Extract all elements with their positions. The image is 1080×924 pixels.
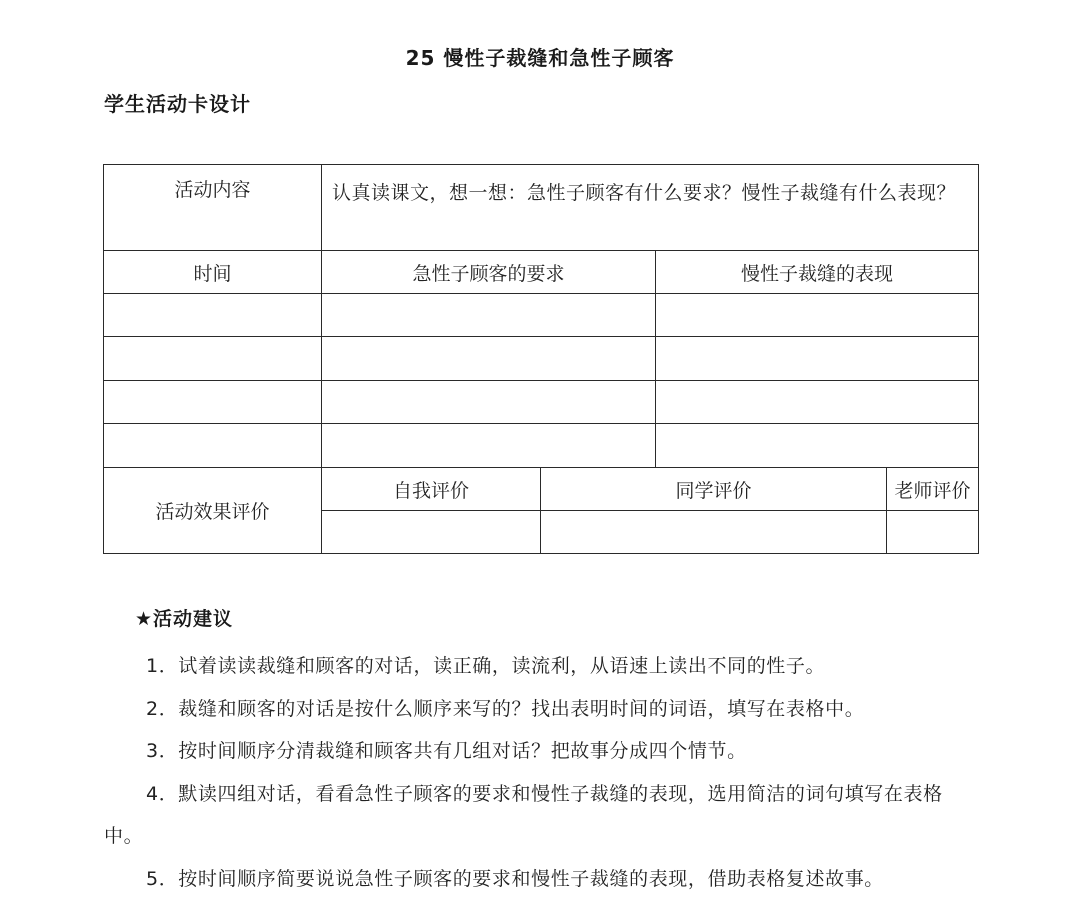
table-header-row	[104, 251, 979, 294]
suggestion-item: 5．按时间顺序简要说说急性子顾客的要求和慢性子裁缝的表现，借助表格复述故事。	[146, 867, 884, 890]
time-cell[interactable]	[104, 294, 322, 337]
tailor-behavior-cell[interactable]	[656, 337, 979, 381]
evaluation-label: 活动效果评价	[104, 468, 322, 554]
header-customer-demands: 急性子顾客的要求	[322, 251, 656, 294]
customer-demand-cell[interactable]	[322, 337, 656, 381]
customer-demand-cell[interactable]	[322, 381, 656, 424]
table-row	[104, 337, 979, 381]
suggestion-item: 1．试着读读裁缝和顾客的对话，读正确，读流利，从语速上读出不同的性子。	[146, 655, 826, 677]
time-cell[interactable]	[104, 381, 322, 424]
activity-content-text: 认真读课文，想一想：急性子顾客有什么要求？慢性子裁缝有什么表现？	[322, 165, 979, 251]
table-row	[104, 381, 979, 424]
teacher-evaluation-header: 老师评价	[887, 468, 979, 511]
customer-demand-cell[interactable]	[322, 424, 656, 468]
activity-content-label: 活动内容	[104, 165, 322, 251]
time-cell[interactable]	[104, 424, 322, 468]
table-row	[104, 294, 979, 337]
activity-content-row	[104, 165, 979, 251]
tailor-behavior-cell[interactable]	[656, 294, 979, 337]
self-evaluation-header: 自我评价	[322, 468, 541, 511]
table-row	[104, 424, 979, 468]
self-evaluation-cell[interactable]	[322, 511, 541, 554]
activity-card-table	[103, 164, 979, 554]
peer-evaluation-header: 同学评价	[541, 468, 887, 511]
suggestion-item: 4．默读四组对话，看看急性子顾客的要求和慢性子裁缝的表现，选用简洁的词句填写在表格中。	[104, 782, 943, 848]
peer-evaluation-cell[interactable]	[541, 511, 887, 554]
time-cell[interactable]	[104, 337, 322, 381]
customer-demand-cell[interactable]	[322, 294, 656, 337]
tailor-behavior-cell[interactable]	[656, 381, 979, 424]
header-time: 时间	[104, 251, 322, 294]
suggestion-item: 2．裁缝和顾客的对话是按什么顺序来写的？找出表明时间的词语，填写在表格中。	[146, 697, 865, 720]
tailor-behavior-cell[interactable]	[656, 424, 979, 468]
suggestions-heading: ★活动建议	[135, 608, 234, 630]
teacher-evaluation-cell[interactable]	[887, 511, 979, 554]
header-tailor-behavior: 慢性子裁缝的表现	[656, 251, 979, 294]
document-title: 25 慢性子裁缝和急性子顾客	[405, 46, 675, 70]
suggestion-item: 3．按时间顺序分清裁缝和顾客共有几组对话？把故事分成四个情节。	[146, 740, 747, 763]
document-subtitle: 学生活动卡设计	[104, 92, 251, 116]
suggestions-list	[104, 645, 980, 901]
evaluation-header-row	[104, 468, 979, 511]
